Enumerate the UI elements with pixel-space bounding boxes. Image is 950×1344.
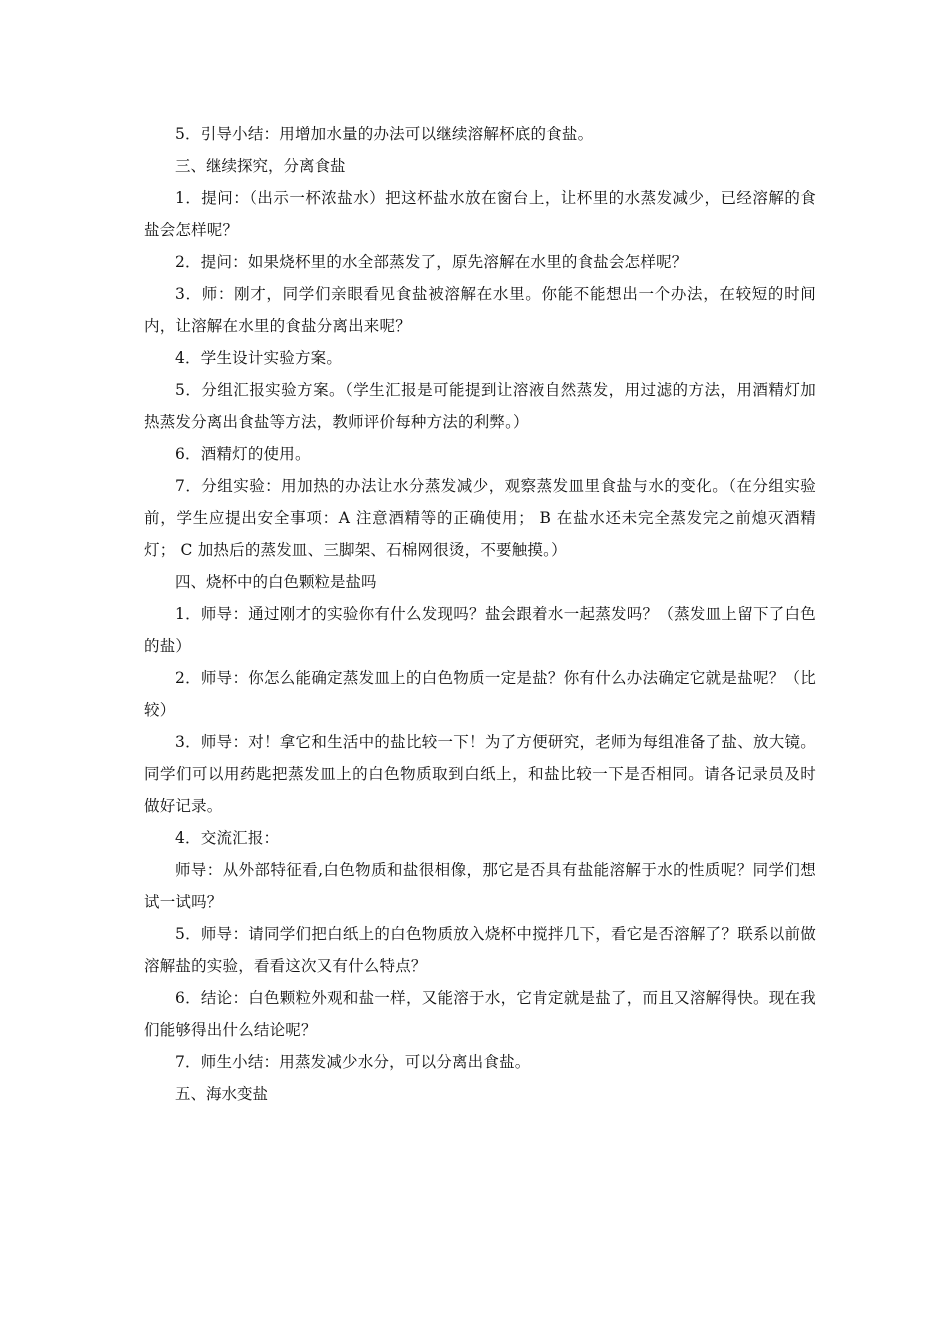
section-heading-5: 五、海水变盐 — [175, 1085, 269, 1103]
document-body — [144, 118, 816, 1110]
paragraph-design-4: 4．学生设计实验方案。 — [175, 349, 343, 367]
paragraph-question-2: 2．提问：如果烧杯里的水全部蒸发了，原先溶解在水里的食盐会怎样呢？ — [175, 253, 688, 271]
paragraph-question-1: 1．提问：（出示一杯浓盐水）把这杯盐水放在窗台上，让杯里的水蒸发减少，已经溶解的食盐会怎样呢？ — [144, 189, 816, 239]
paragraph-exchange-4: 4．交流汇报： — [175, 829, 280, 847]
paragraph-conclusion-6: 6．结论：白色颗粒外观和盐一样，又能溶于水，它肯定就是盐了，而且又溶解得快。现在我们能够得出什么结论呢？ — [144, 989, 816, 1039]
paragraph-summary-7: 7．师生小结：用蒸发减少水分，可以分离出食盐。 — [175, 1053, 531, 1071]
paragraph-teacher-3: 3．师：刚才，同学们亲眼看见食盐被溶解在水里。你能不能想出一个办法，在较短的时间内，让溶解在水里的食盐分离出来呢？ — [144, 285, 816, 335]
section-heading-4: 四、烧杯中的白色颗粒是盐吗 — [175, 573, 377, 591]
paragraph-guide-5: 5．师导：请同学们把白纸上的白色物质放入烧杯中搅拌几下，看它是否溶解了？联系以前做溶解盐的实验，看看这次又有什么特点？ — [144, 925, 816, 975]
paragraph-summary-5: 5．引导小结：用增加水量的办法可以继续溶解杯底的食盐。 — [175, 125, 594, 143]
paragraph-guide-2: 2．师导：你怎么能确定蒸发皿上的白色物质一定是盐？你有什么办法确定它就是盐呢？（比较） — [144, 669, 816, 719]
paragraph-teacher-guide: 师导：从外部特征看,白色物质和盐很相像，那它是否具有盐能溶解于水的性质呢？同学们想试一试吗？ — [144, 861, 816, 911]
paragraph-report-5: 5．分组汇报实验方案。（学生汇报是可能提到让溶液自然蒸发，用过滤的方法，用酒精灯加热蒸发分离出食盐等方法，教师评价每种方法的利弊。） — [144, 381, 816, 431]
paragraph-experiment-7: 7．分组实验：用加热的办法让水分蒸发减少，观察蒸发皿里食盐与水的变化。（在分组实验前，学生应提出安全事项：A 注意酒精等的正确使用； B 在盐水还未完全蒸发完之前熄灭酒精灯； C 加热后的蒸发皿、三脚架、石棉网很烫，不要触摸。） — [144, 477, 816, 559]
paragraph-lamp-6: 6．酒精灯的使用。 — [175, 445, 311, 463]
paragraph-guide-1: 1．师导：通过刚才的实验你有什么发现吗？盐会跟着水一起蒸发吗？（蒸发皿上留下了白色的盐） — [144, 605, 816, 655]
paragraph-guide-3: 3．师导：对！拿它和生活中的盐比较一下！为了方便研究，老师为每组准备了盐、放大镜。同学们可以用药匙把蒸发皿上的白色物质取到白纸上，和盐比较一下是否相同。请各记录员及时做好记录。 — [144, 733, 816, 815]
section-heading-3: 三、继续探究，分离食盐 — [175, 157, 346, 175]
